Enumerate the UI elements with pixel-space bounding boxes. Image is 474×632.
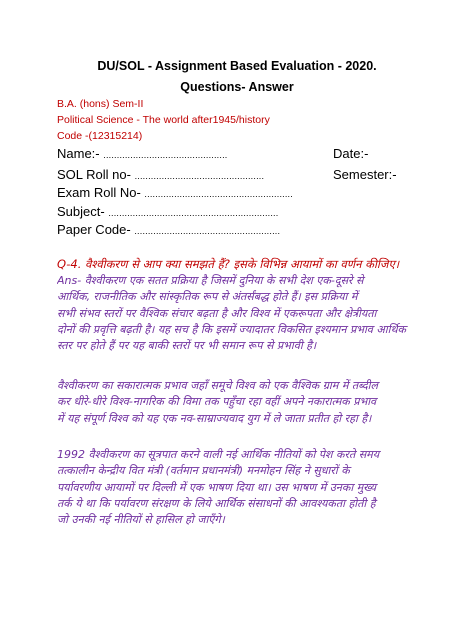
date-label: Date:- [333,146,369,161]
name-dots: .............................................. [103,150,228,160]
document-subtitle: Questions- Answer [180,80,294,94]
course-line-2: Political Science - The world after1945/history [57,114,270,126]
roll-field [57,167,264,182]
course-line-1: B.A. (hons) Sem-II [57,98,144,110]
paper-code-label: Paper Code- [57,222,131,237]
paragraph-line: में यह संपूर्ण विश्व को यह एक नव-साम्राज्यवाद युग में ले जाता प्रतीत हो रहा है। [57,411,372,425]
roll-dots: ................................................ [134,171,265,181]
answer-line: स्तर पर होते हैं पर यह बाकी स्तरों पर भी समान रूप से प्रभावी है। [57,339,317,353]
answer-paragraph [57,273,419,354]
answer-line: आर्थिक, राजनीतिक और सांस्कृतिक रूप से अंतर्संबद्ध होते हैं। इस प्रक्रिया में [57,290,358,304]
paragraph-line: तर्क ये था कि पर्यावरण संरक्षण के लिये आर्थिक संसाधनों की आवश्यकता होती है [57,496,376,510]
paragraph-3 [57,447,419,528]
document-title: DU/SOL - Assignment Based Evaluation - 2020. [97,59,377,73]
paragraph-2 [57,378,419,427]
subject-label: Subject- [57,204,105,219]
subject-field [57,204,278,219]
answer-line: सभी संभव स्तरों पर वैश्विक संचार बढ़ता है और विश्व में एकरूपता और क्षेत्रीयता [57,306,377,320]
roll-label: SOL Roll no- [57,167,131,182]
paragraph-line: कर धीरे-धीरे विश्व-नागरिक की विमा तक पहुँचा रहा वहीं अपने नकारात्मक प्रभाव [57,395,377,409]
paragraph-line: वैश्वीकरण का सकारात्मक प्रभाव जहाँ समूचे विश्व को एक वैश्विक ग्राम में तब्दील [57,379,378,392]
answer-line: दोनों की प्रवृत्ति बढ़ती है। यह सच है कि इसमें ज्यादातर विकसित इश्यमान प्रभाव आर्थिक [57,322,406,336]
question-text: Q-4. वैश्वीकरण से आप क्या समझते हैं? इसके विभिन्न आयामों का वर्णन कीजिए। [57,257,400,271]
paper-code-dots: ...................................................... [134,226,281,236]
course-code: Code -(12315214) [57,130,143,142]
answer-line: Ans- वैश्वीकरण एक सतत प्रक्रिया है जिसमें दुनिया के सभी देश एक-दूसरे से [57,274,364,287]
exam-roll-dots: ....................................................... [144,189,293,199]
paper-code-field [57,222,280,237]
exam-roll-label: Exam Roll No- [57,185,141,200]
name-field [57,146,227,161]
paragraph-line: 1992 वैश्वीकरण का सूत्रपात करने वाली नई आर्थिक नीतियों को पेश करते समय [57,448,380,461]
name-label: Name:- [57,146,100,161]
exam-roll-field [57,185,293,200]
paragraph-line: जो उनकी नई नीतियों से हासिल हो जाएँगे। [57,513,225,527]
subject-dots: ............................................................... [108,208,279,218]
paragraph-line: पर्यावरणीय आयामों पर दिल्ली में एक भाषण दिया था। उस भाषण में उनका मुख्य [57,480,377,494]
semester-label: Semester:- [333,167,397,182]
paragraph-line: तत्कालीन केन्द्रीय वित मंत्री (वर्तमान प्रधानमंत्री) मनमोहन सिंह ने सुधारों के [57,464,350,478]
